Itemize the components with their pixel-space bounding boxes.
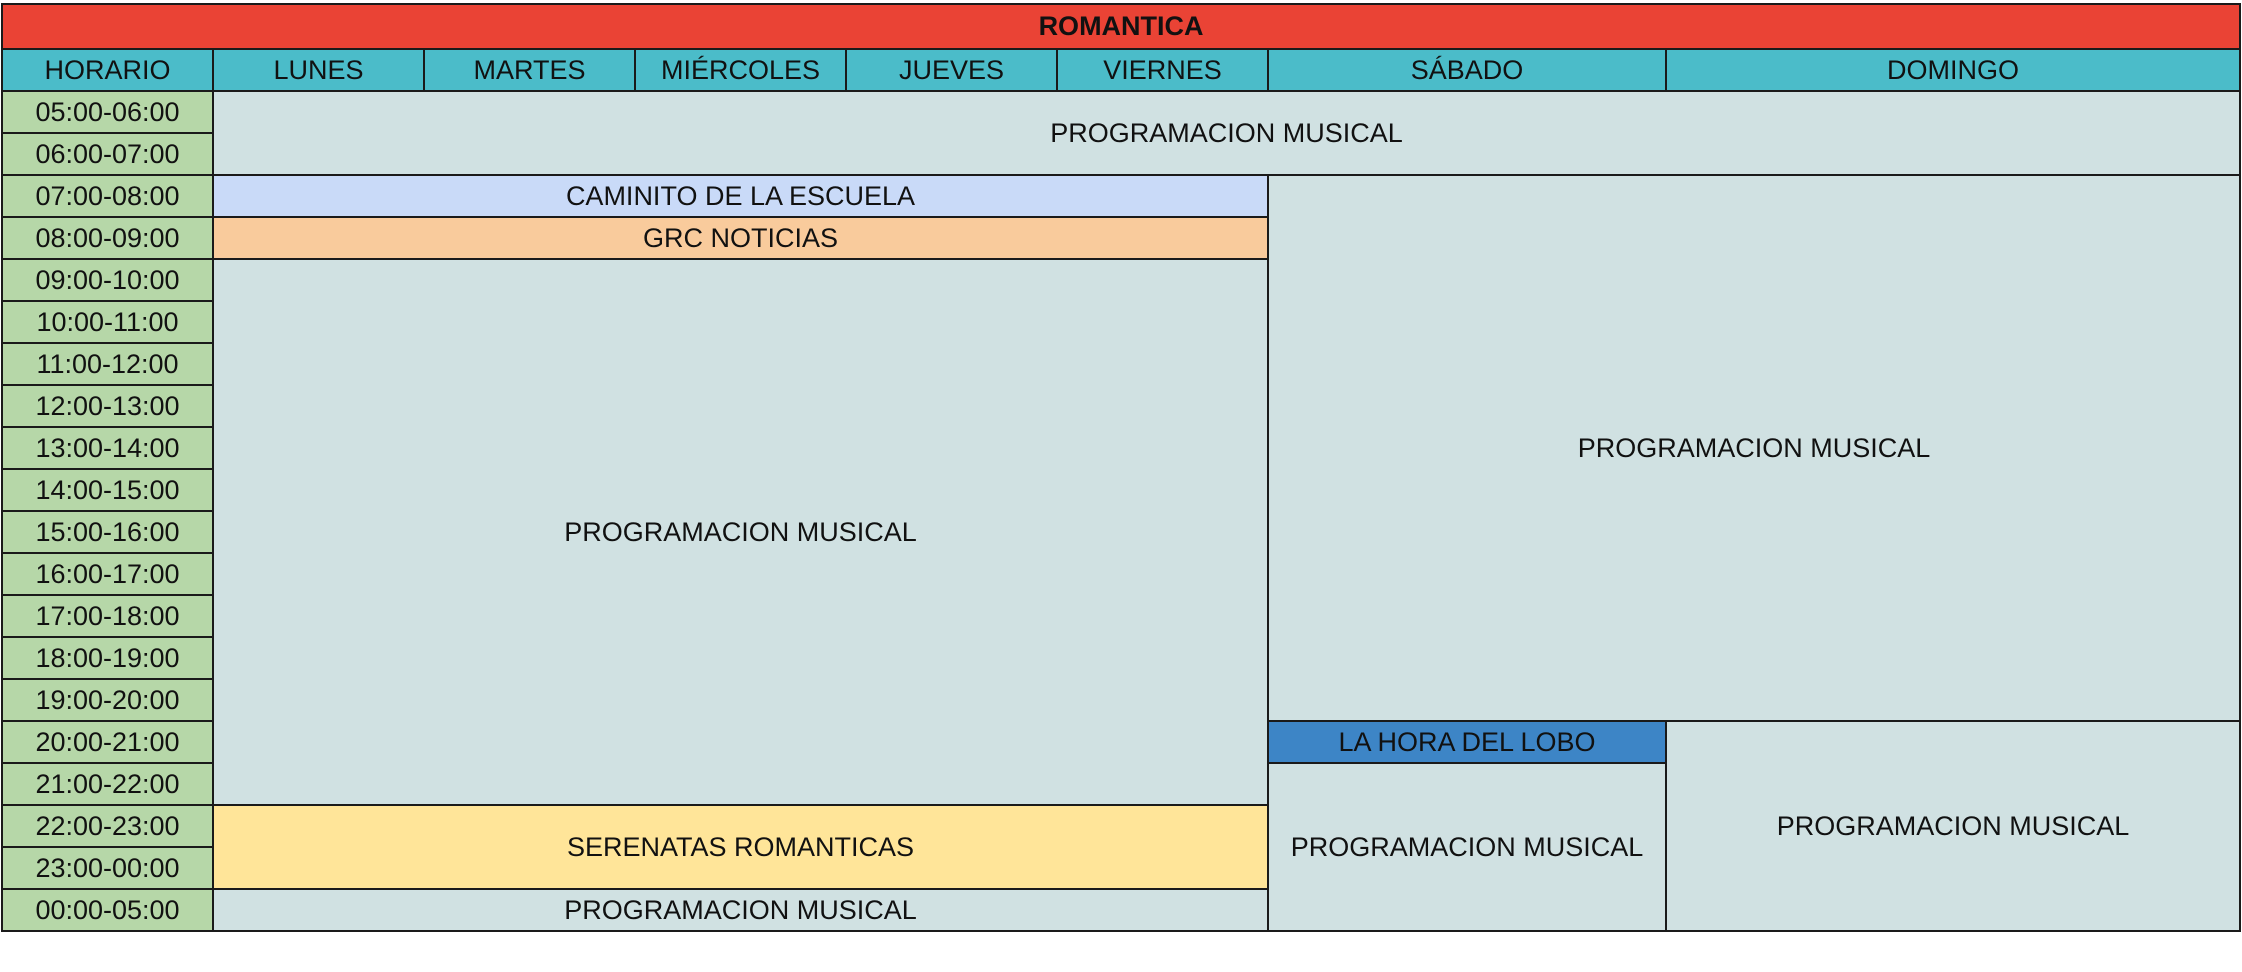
time-slot: 18:00-19:00 xyxy=(2,637,213,679)
program-cell-musical: PROGRAMACION MUSICAL xyxy=(1666,721,2240,931)
time-slot: 13:00-14:00 xyxy=(2,427,213,469)
program-cell-serenatas: SERENATAS ROMANTICAS xyxy=(213,805,1268,889)
time-slot: 14:00-15:00 xyxy=(2,469,213,511)
program-cell-caminito: CAMINITO DE LA ESCUELA xyxy=(213,175,1268,217)
time-slot: 08:00-09:00 xyxy=(2,217,213,259)
program-cell-musical: PROGRAMACION MUSICAL xyxy=(213,259,1268,805)
time-slot: 23:00-00:00 xyxy=(2,847,213,889)
time-slot: 05:00-06:00 xyxy=(2,91,213,133)
time-slot: 00:00-05:00 xyxy=(2,889,213,931)
header-day-jueves: JUEVES xyxy=(846,49,1057,91)
header-day-domingo: DOMINGO xyxy=(1666,49,2240,91)
program-cell-musical: PROGRAMACION MUSICAL xyxy=(213,889,1268,931)
time-slot: 06:00-07:00 xyxy=(2,133,213,175)
header-day-viernes: VIERNES xyxy=(1057,49,1268,91)
time-slot: 10:00-11:00 xyxy=(2,301,213,343)
time-slot: 07:00-08:00 xyxy=(2,175,213,217)
time-slot: 21:00-22:00 xyxy=(2,763,213,805)
program-cell-noticias: GRC NOTICIAS xyxy=(213,217,1268,259)
header-day-sabado: SÁBADO xyxy=(1268,49,1666,91)
time-slot: 19:00-20:00 xyxy=(2,679,213,721)
time-slot: 17:00-18:00 xyxy=(2,595,213,637)
program-cell-musical: PROGRAMACION MUSICAL xyxy=(1268,175,2240,721)
time-slot: 09:00-10:00 xyxy=(2,259,213,301)
program-cell-musical: PROGRAMACION MUSICAL xyxy=(213,91,2240,175)
schedule-title: ROMANTICA xyxy=(2,4,2240,49)
time-slot: 16:00-17:00 xyxy=(2,553,213,595)
time-slot: 11:00-12:00 xyxy=(2,343,213,385)
header-day-martes: MARTES xyxy=(424,49,635,91)
time-slot: 12:00-13:00 xyxy=(2,385,213,427)
header-horario: HORARIO xyxy=(2,49,213,91)
program-cell-hora-del-lobo: LA HORA DEL LOBO xyxy=(1268,721,1666,763)
program-cell-musical: PROGRAMACION MUSICAL xyxy=(1268,763,1666,931)
header-day-lunes: LUNES xyxy=(213,49,424,91)
header-day-miercoles: MIÉRCOLES xyxy=(635,49,846,91)
time-slot: 15:00-16:00 xyxy=(2,511,213,553)
time-slot: 20:00-21:00 xyxy=(2,721,213,763)
time-slot: 22:00-23:00 xyxy=(2,805,213,847)
schedule-table xyxy=(1,3,2241,932)
